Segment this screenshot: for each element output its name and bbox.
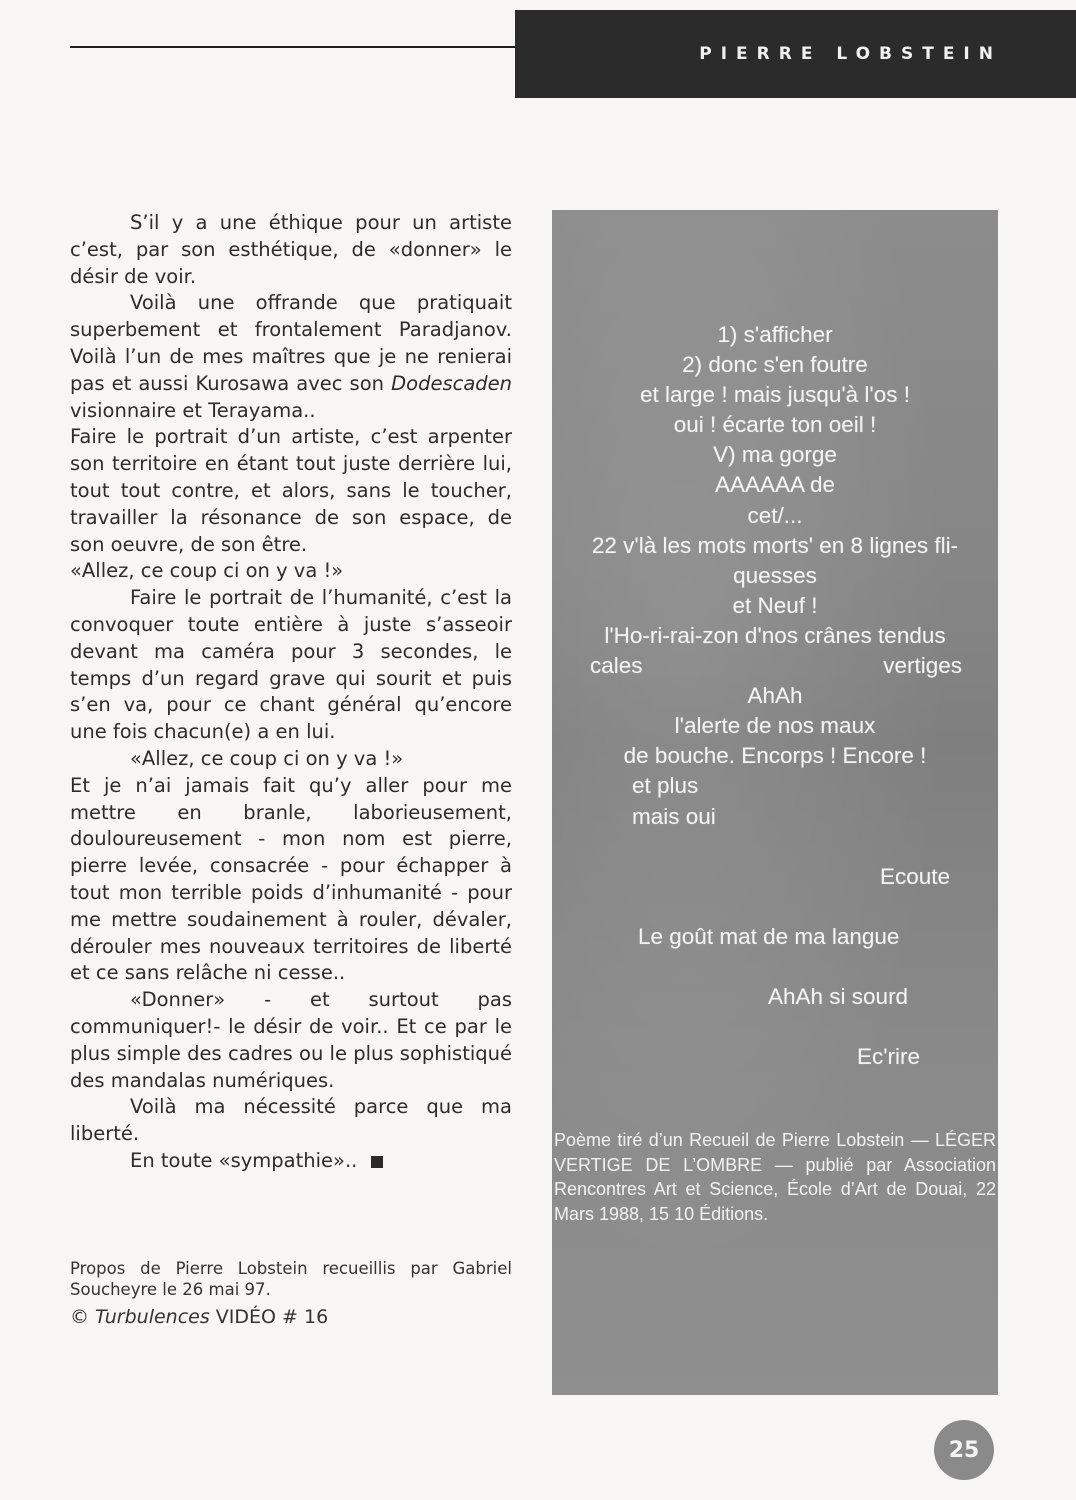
header-band [515, 10, 1076, 98]
poem-line: Ecoute [879, 863, 950, 889]
poem-line: mais oui [632, 803, 716, 829]
article-body [70, 210, 512, 1175]
interview-credit: Propos de Pierre Lobstein recueillis par Gabriel Soucheyre le 26 mai 97. [70, 1259, 512, 1299]
paragraph: S’il y a une éthique pour un artiste c’est, par son esthétique, de «donner» le désir de voir. [70, 211, 512, 288]
poem-line: et plus [632, 773, 699, 799]
paragraph: «Allez, ce coup ci on y va !» [130, 746, 404, 770]
header-rule [70, 46, 518, 48]
poem-line: cet/... [747, 502, 803, 528]
poem-line: 2) donc s'en foutre [682, 352, 868, 378]
paragraph: «Allez, ce coup ci on y va !» [70, 559, 344, 583]
paragraph: Et je n’ai jamais fait qu’y aller pour me mettre en branle, laborieusement, douloureusement - mon nom est pierre, pierre levée, consacrée - pour échapper à tout mon terrible poids d’inhumanité - pour me mettre soudainement à rouler, dévaler, dérouler mes nouveaux territoires de liberté et ce sans relâche ni cesse.. [70, 773, 512, 985]
poem-word: vertiges [883, 653, 962, 679]
poem-word: cales [590, 653, 643, 679]
paragraph-text: visionnaire et Terayama.. [70, 398, 316, 422]
page-number: 25 [934, 1420, 994, 1480]
poem-line: l'alerte de nos maux [674, 713, 876, 739]
poem [552, 320, 998, 1072]
issue-number: VIDÉO # 16 [215, 1306, 329, 1328]
credits [70, 1258, 512, 1332]
paragraph: Faire le portrait d’un artiste, c’est arpenter son territoire en étant tout juste derrière lui, tout tout contre, et alors, sans le toucher, travailler la résonance de son espace, de son oeuvre, de son être. [70, 425, 512, 556]
paragraph: «Donner» - et surtout pas communiquer!- le désir de voir.. Et ce par le plus simple des cadres ou le plus sophistiqué des mandalas numériques. [70, 988, 512, 1092]
source-credit [70, 1302, 512, 1332]
film-title: Dodescaden [391, 371, 513, 395]
poem-line: oui ! écarte ton oeil ! [673, 412, 877, 438]
paragraph: Voilà ma nécessité parce que ma liberté. [70, 1095, 512, 1146]
poem-line: AAAAAA de [714, 472, 836, 498]
paragraph-text: Voilà une offrande que pratiquait superbement et frontalement Paradjanov. Voilà l’un de mes maîtres que je ne renierai pas et aussi Kurosawa avec son [70, 291, 512, 395]
poem-credit: Poème tiré d’un Recueil de Pierre Lobstein — LÉGER VERTIGE DE L’OMBRE — publié par Association Rencontres Art et Science, École d’Art de Douai, 22 Mars 1988, 15 10 Éditions. [554, 1130, 996, 1224]
paragraph [70, 290, 512, 424]
poem-line: V) ma gorge [713, 442, 837, 468]
paragraph [70, 1148, 512, 1175]
poem-line [552, 651, 998, 681]
paragraph: Faire le portrait de l’humanité, c’est la convoquer toute entière à juste s’asseoir devant ma caméra pour 3 secondes, le temps d’un regard grave qui sourit et puis s’en va, pour ce chant général qu’encore une fois chacun(e) a en lui. [70, 586, 512, 744]
poem-line: Ec'rire [856, 1043, 920, 1069]
end-mark-icon [371, 1156, 383, 1168]
poem-line: AhAh si sourd [768, 983, 909, 1009]
poem-box [552, 210, 998, 1395]
poem-line: l'Ho-ri-rai-zon d'nos crânes tendus [604, 622, 946, 648]
header-author: PIERRE LOBSTEIN [699, 44, 1002, 64]
poem-line: 1) s'afficher [717, 322, 833, 347]
poem-line: quesses [733, 562, 817, 588]
poem-line: et large ! mais jusqu'à l'os ! [640, 382, 910, 408]
poem-line: 22 v'là les mots morts' en 8 lignes fli- [591, 532, 959, 558]
poem-line: et Neuf ! [732, 592, 818, 618]
copyright-symbol: © [70, 1306, 89, 1328]
closing-text: En toute «sympathie».. [130, 1148, 358, 1172]
magazine-name: Turbulences [95, 1306, 210, 1328]
poem-line: de bouche. Encorps ! Encore ! [623, 743, 927, 769]
poem-line: Le goût mat de ma langue [638, 923, 900, 949]
poem-line: AhAh [747, 683, 803, 709]
